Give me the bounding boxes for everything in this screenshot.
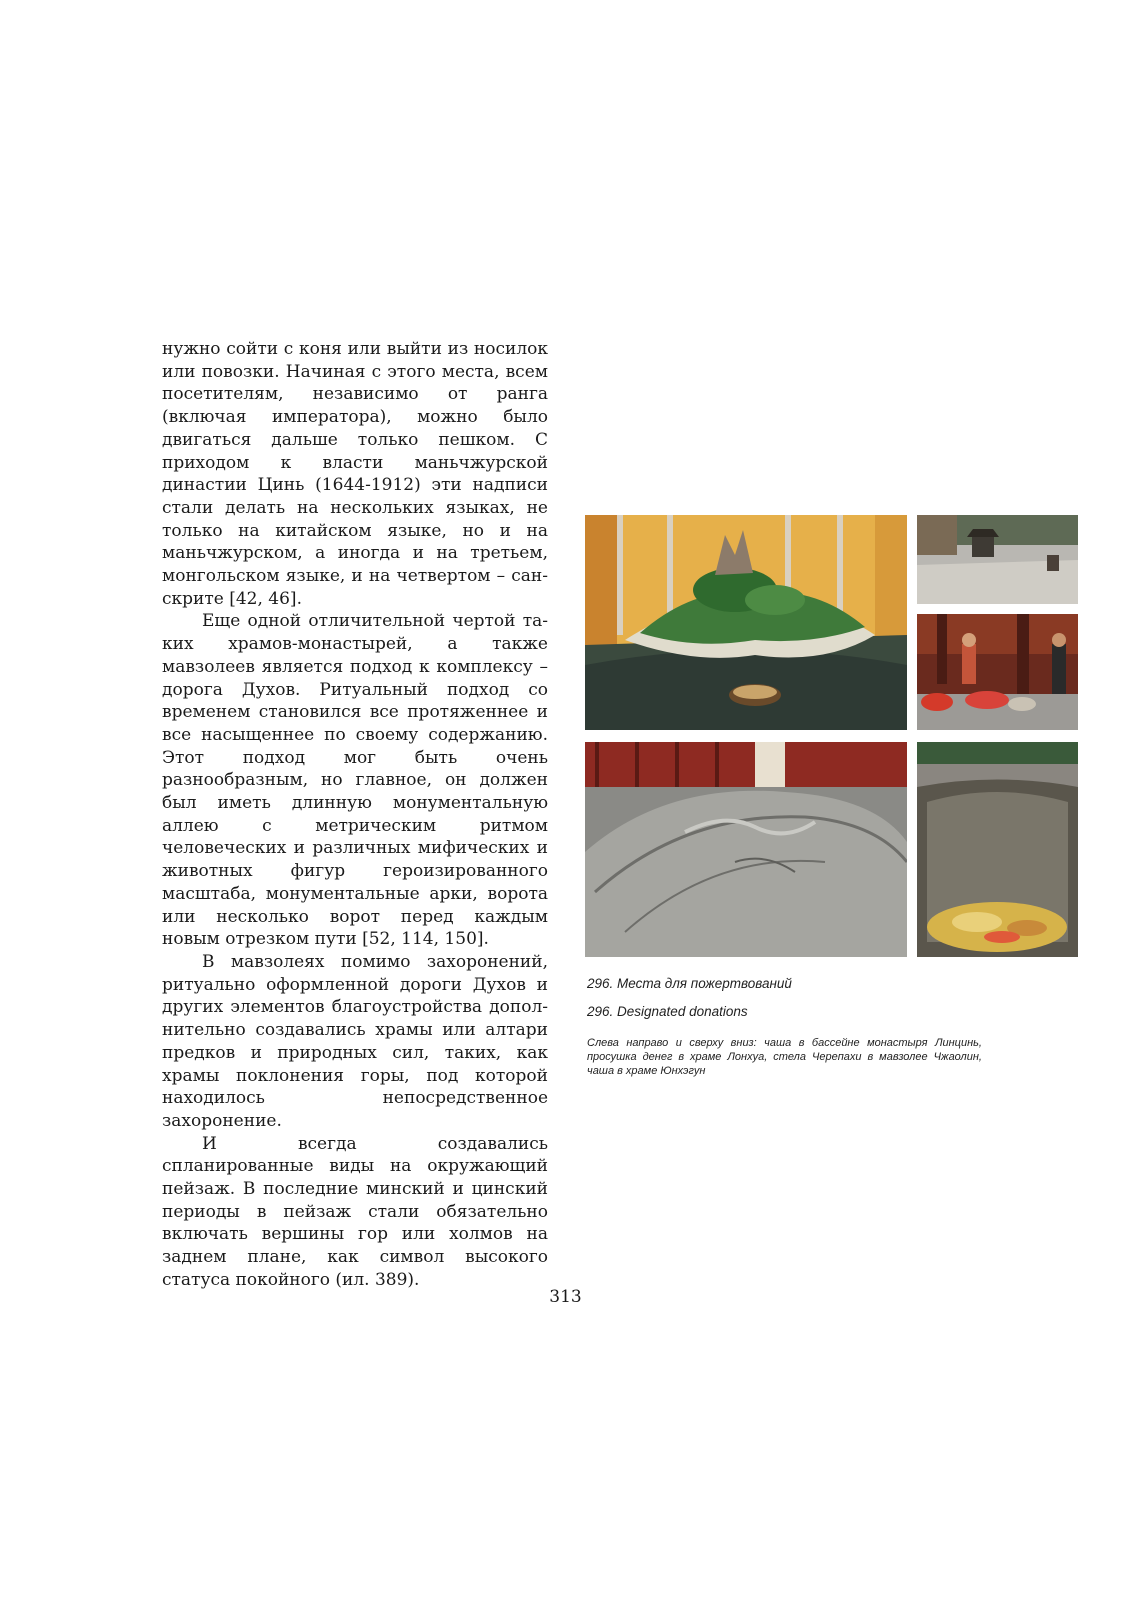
- body-text-column: [162, 338, 548, 1292]
- figure-caption-ru: 296. Места для пожертвований: [587, 976, 792, 991]
- paragraph-4: И всегда создавались спланированные виды на окружающий пейзаж. В последние минский и цинский периоды в пейзаж стали обязательно включать вершины гор или холмов на заднем плане, как символ высокого статуса покойного (ил. 389).: [162, 1133, 548, 1290]
- photo-pool-bowl: [585, 515, 907, 730]
- paragraph-2: Еще одной отличительной чертой таких храмов-монастырей, а также мавзолеев является подход к комплексу – дорога Духов. Ритуальный подход со временем становился все протяженнее и все насыщеннее по своему содержанию. Этот подход мог быть очень разнообразным, но главное, он должен был иметь длинную монументальную аллею с метрическим ритмом человеческих и различных мифических и животных фигур героизированного масштаба, монументальные арки, ворота или несколько ворот перед каждым новым отрезком пути [52, 114, 150].: [162, 611, 548, 950]
- paragraph-3: В мавзолеях помимо захоронений, ритуально оформленной дороги Духов и других элементов благоустройства дополнительно создавались храмы или алтари предков и природных сил, таких, как храмы поклонения горы, под которой находилось непосредственное захоронение.: [162, 951, 548, 1131]
- figure-caption-en: 296. Designated donations: [587, 1004, 748, 1019]
- photo-courtyard: [917, 515, 1078, 604]
- paragraph-1: нужно сойти с коня или выйти из носилок или повозки. Начиная с этого места, всем посетителям, независимо от ранга (включая императора), можно было двигаться дальше только пешком. С приходом к власти маньчжурской династии Цинь (1644-1912) эти надписи стали делать на нескольких языках, не только на китайском языке, но и на маньчжурском, а иногда и на третьем, монгольском языке, и на четвертом – санскрите [42, 46].: [162, 339, 548, 609]
- photo-bowl-coins: [917, 742, 1078, 957]
- photo-drying-money: [917, 614, 1078, 730]
- page-number: 313: [549, 1287, 582, 1307]
- figure-description: Слева направо и сверху вниз: чаша в бассейне монастыря Линцинь, просушка денег в храме Лонхуа, стела Черепахи в мавзолее Чжаолин, чаша в храме Юнхэгун: [587, 1037, 982, 1077]
- photo-turtle-stele: [585, 742, 907, 957]
